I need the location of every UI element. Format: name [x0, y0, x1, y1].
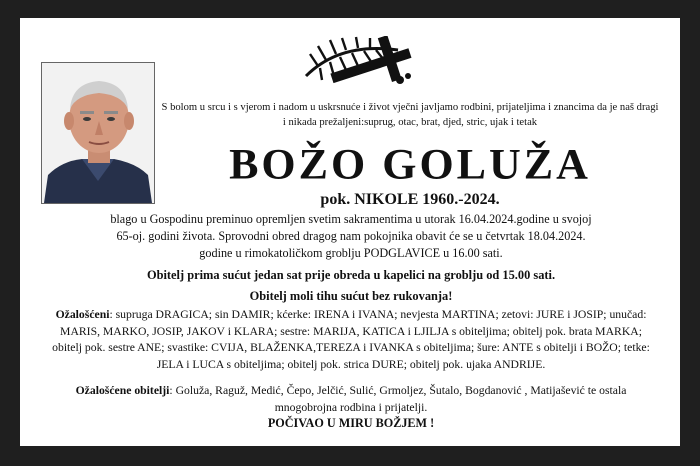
- deceased-subtitle: pok. NIKOLE 1960.-2024.: [320, 191, 500, 208]
- portrait-photo: [41, 62, 155, 204]
- mourners-label: Ožalošćeni: [55, 308, 110, 321]
- intro-text: S bolom u srcu i s vjerom i nadom u uskrsnuće i život vječni javljamo rodbini, prijateljima i znancima da je naš dragi i nikada prežaljeni:suprug, otac, brat, djed, stric, ujak i tetak: [161, 102, 659, 128]
- details-line: blago u Gospodinu preminuo opremljen svetim sakramentima u utorak 16.04.2024.godine u svojoj: [110, 212, 592, 226]
- mourners-paragraph: [47, 307, 655, 373]
- silent-condolence-line: Obitelj moli tihu sućut bez rukovanja!: [249, 289, 453, 303]
- mourners-text: : supruga DRAGICA; sin DAMIR; kćerke: IRENA i IVANA; nevjesta MARTINA; zetovi: JURE i JOSIP; unučad: MARIS, MARKO, JOSIP, JAKOV i KLARA; sestre: MARIJA, KATICA i LJILJA s obiteljima; obitelj pok. brata MARKA; obitelj pok. sestre ANE; svastike: CVIJA, BLAŽENKA,TEREZA i IVANKA s obiteljima; šure: ANTE s obitelji i BOŽO; tetke: JELA i LUCA s obiteljima; obitelj pok. strica DURE; obitelj pok. ujaka ANDRIJE.: [52, 308, 650, 371]
- condolence-line: Obitelj prima sućut jedan sat prije obreda u kapelici na groblju od 15.00 sati.: [146, 268, 556, 282]
- closing-line: POČIVAO U MIRU BOŽJEM !: [267, 416, 435, 430]
- deceased-name: BOŽO GOLUŽA: [229, 140, 591, 189]
- cross-with-palm-icon: [300, 36, 418, 94]
- families-text: : Goluža, Raguž, Medić, Čepo, Jelčić, Sulić, Grmoljez, Šutalo, Bogdanović , Matijašević te ostala mnogobrojna rodbina i prijatelji.: [169, 384, 627, 414]
- details-paragraph: [47, 211, 655, 262]
- families-paragraph: [47, 383, 655, 416]
- details-line: godine u rimokatoličkom groblju PODGLAVICE u 16.00 sati.: [199, 246, 503, 260]
- details-line: 65-oj. godini života. Sprovodni obred dragog nam pokojnika obavit će se u četvrtak 18.04.2024.: [116, 229, 586, 243]
- families-label: Ožalošćene obitelji: [75, 384, 170, 397]
